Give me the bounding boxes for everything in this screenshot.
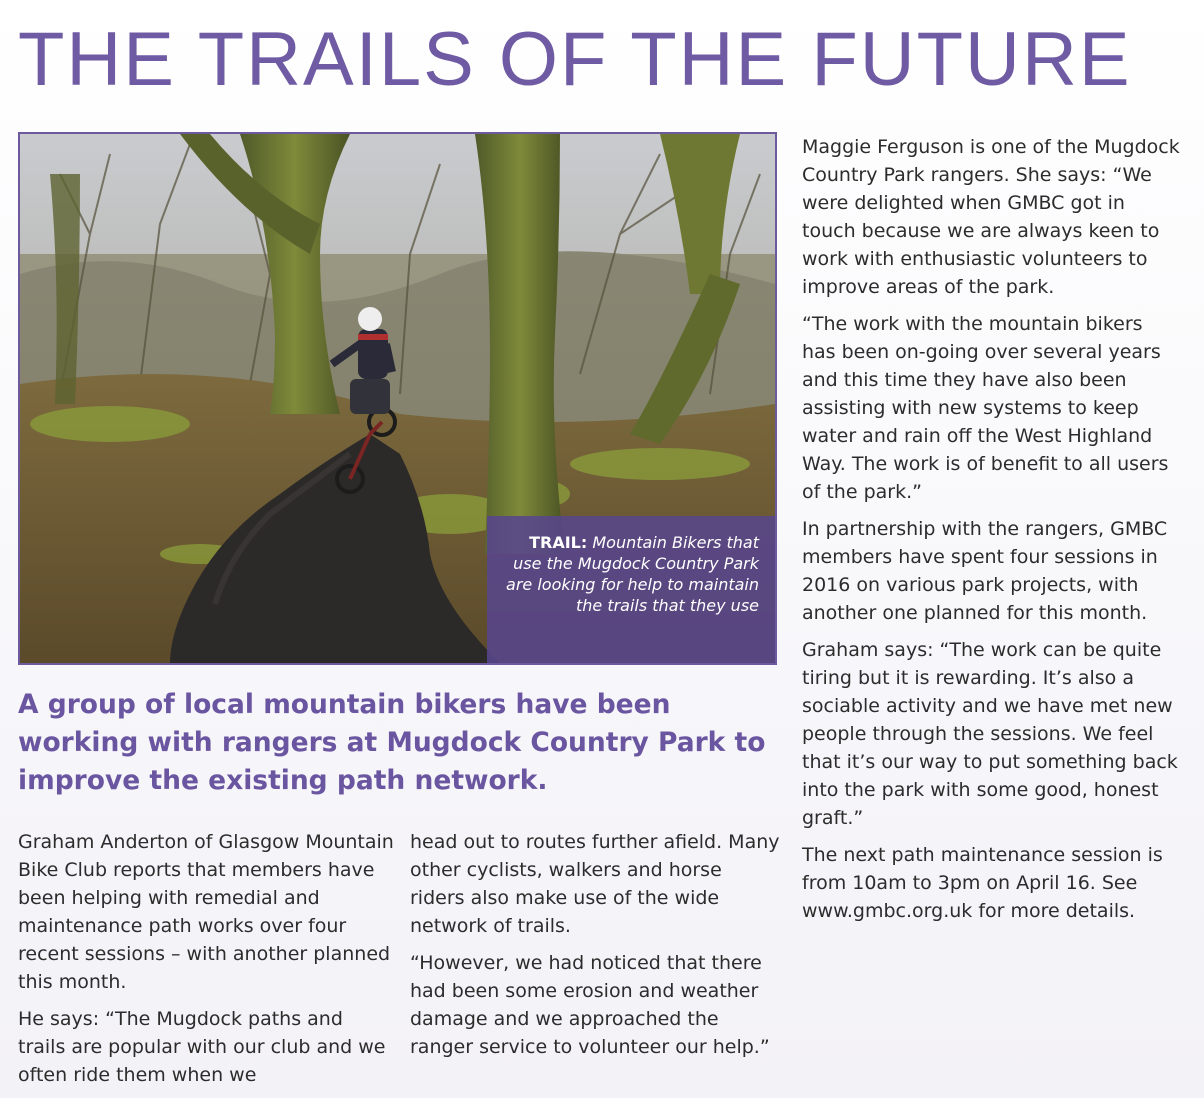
body-column-3 <box>802 133 1182 934</box>
body-column-2 <box>410 828 782 1070</box>
paragraph: In partnership with the rangers, GMBC members have spent four sessions in 2016 on various park projects, with another one planned for this month. <box>802 518 1168 624</box>
paragraph: The next path maintenance session is from 10am to 3pm on April 16. See www.gmbc.org.uk for more details. <box>802 844 1163 922</box>
paragraph: head out to routes further afield. Many other cyclists, walkers and horse riders also make use of the wide network of trails. <box>410 831 780 937</box>
article-standfirst: A group of local mountain bikers have been working with rangers at Mugdock Country Park to improve the existing path network. <box>18 689 766 796</box>
paragraph: “However, we had noticed that there had been some erosion and weather damage and we approached the ranger service to volunteer our help.” <box>410 952 770 1058</box>
paragraph: Graham Anderton of Glasgow Mountain Bike Club reports that members have been helping with remedial and maintenance path works over four recent sessions – with another planned this month. <box>18 831 394 993</box>
body-column-1 <box>18 828 396 1098</box>
paragraph: He says: “The Mugdock paths and trails are popular with our club and we often ride them when we <box>18 1008 386 1086</box>
caption-label: TRAIL: <box>529 533 588 552</box>
trail-photo <box>18 132 777 665</box>
article-headline: THE TRAILS OF THE FUTURE <box>18 17 1132 102</box>
paragraph: Maggie Ferguson is one of the Mugdock Country Park rangers. She says: “We were delighted when GMBC got in touch because we are always keen to work with enthusiastic volunteers to improve areas of the park. <box>802 136 1180 298</box>
paragraph: “The work with the mountain bikers has been on-going over several years and this time they have also been assisting with new systems to keep water and rain off the West Highland Way. The work is of benefit to all users of the park.” <box>802 313 1169 503</box>
caption-text: Mountain Bikers that use the Mugdock Country Park are looking for help to maintain the trails that they use <box>506 533 759 615</box>
paragraph: Graham says: “The work can be quite tiring but it is rewarding. It’s also a sociable activity and we have met new people through the sessions. We feel that it’s our way to put something back into the park with some good, honest graft.” <box>802 639 1178 829</box>
photo-caption <box>487 516 775 663</box>
